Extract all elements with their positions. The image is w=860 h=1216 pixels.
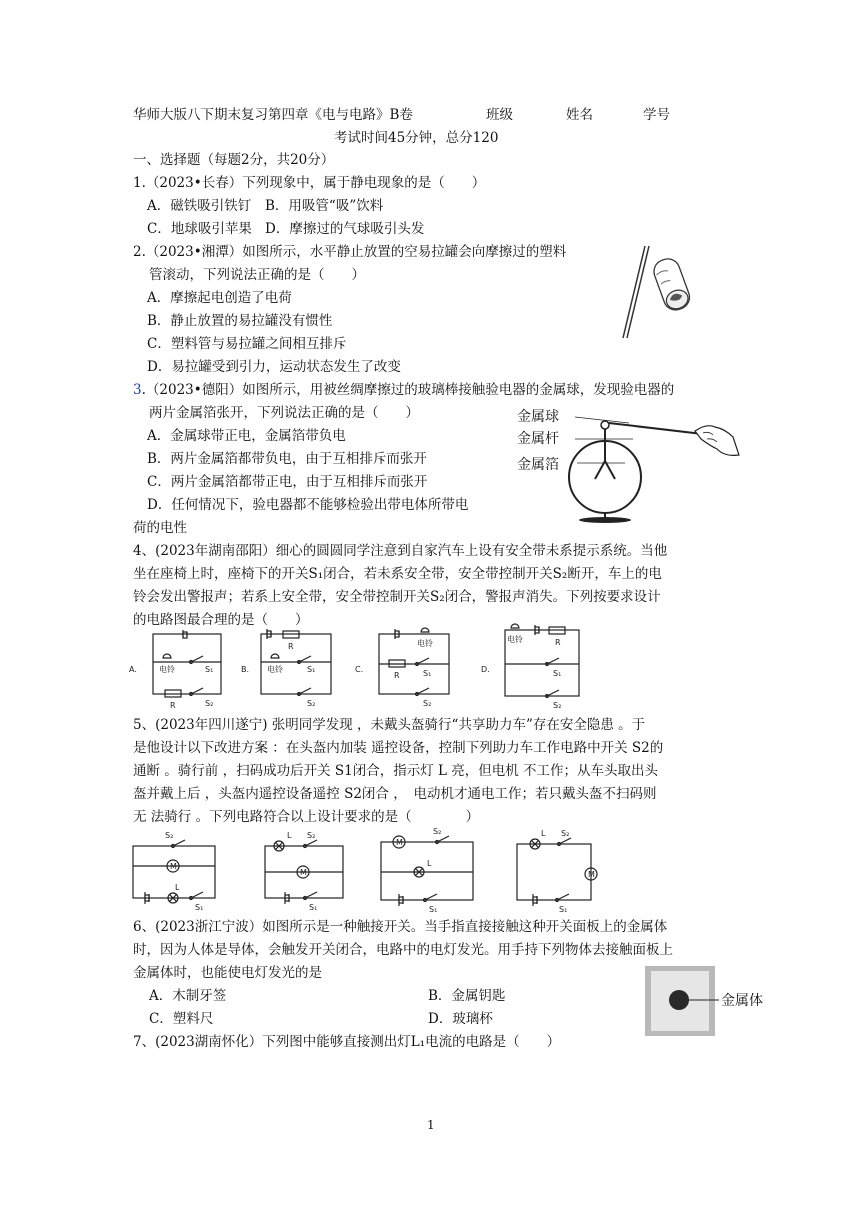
svg-text:S₂: S₂ bbox=[561, 829, 570, 838]
option-label-b: B. bbox=[241, 665, 250, 674]
label-metal-ball: 金属球 bbox=[517, 409, 559, 425]
q6-stem-line1: 6、(2023浙江宁波）如图所示是一种触接开关。当手指直接接触这种开关面板上的金属体 bbox=[133, 919, 668, 935]
svg-text:S₂: S₂ bbox=[307, 699, 316, 708]
q4-stem-line4: 的电路图最合理的是（ ） bbox=[133, 612, 309, 628]
svg-text:M: M bbox=[170, 862, 177, 871]
q3-option-d-line1: D．任何情况下，验电器都不能够检验出带电体所带电 bbox=[147, 497, 469, 513]
exam-title: 华师大版八下期末复习第四章《电与电路》B卷 bbox=[133, 107, 413, 123]
q4-stem-line2: 坐在座椅上时，座椅下的开关S₁闭合，若未系安全带，安全带控制开关S₂断开，车上的电 bbox=[133, 566, 662, 582]
svg-text:S₂: S₂ bbox=[307, 831, 316, 840]
q5-circuit-1 bbox=[133, 831, 215, 912]
svg-text:L: L bbox=[175, 883, 180, 892]
q2-option-b: B．静止放置的易拉罐没有惯性 bbox=[147, 313, 333, 329]
name-label: 姓名 bbox=[566, 107, 593, 123]
svg-text:L: L bbox=[287, 831, 292, 840]
q6-touch-switch-figure bbox=[643, 966, 773, 1046]
q4-circuit-b bbox=[241, 629, 331, 708]
q5-stem-line2: 是他设计以下改进方案 ：在头盔内加装 遥控设备，控制下列助力车工作电路中开关 S2的 bbox=[133, 740, 664, 756]
q3-stem-text: .（2023•德阳）如图所示，用被丝绸摩擦过的玻璃棒接触验电器的金属球，发现验电器的 bbox=[141, 382, 675, 398]
svg-text:S₁: S₁ bbox=[559, 905, 568, 912]
label-metal-foil: 金属箔 bbox=[517, 457, 559, 473]
svg-text:电铃: 电铃 bbox=[159, 665, 175, 674]
q4-circuit-options bbox=[125, 622, 595, 714]
svg-text:S₂: S₂ bbox=[553, 701, 562, 710]
q3-option-a: A．金属球带正电，金属箔带负电 bbox=[147, 428, 346, 444]
label-metal-body: 金属体 bbox=[721, 993, 763, 1009]
svg-text:S₂: S₂ bbox=[423, 699, 432, 708]
q2-option-d: D．易拉罐受到引力，运动状态发生了改变 bbox=[147, 359, 401, 375]
q1-stem: 1.（2023•长春）下列现象中，属于静电现象的是（ ） bbox=[133, 175, 486, 191]
svg-text:S₁: S₁ bbox=[307, 665, 316, 674]
svg-text:L: L bbox=[427, 859, 432, 868]
can-icon bbox=[651, 256, 693, 314]
label-metal-rod: 金属杆 bbox=[517, 431, 559, 447]
q1-option-d: D．摩擦过的气球吸引头发 bbox=[265, 221, 425, 237]
bell-icon bbox=[163, 654, 171, 658]
q4-circuit-d bbox=[481, 624, 579, 710]
option-label-c: C. bbox=[355, 665, 364, 674]
q5-circuit-4 bbox=[517, 829, 597, 912]
metal-contact-icon bbox=[669, 990, 689, 1010]
svg-text:电铃: 电铃 bbox=[267, 665, 283, 674]
q3-stem-line1 bbox=[133, 381, 674, 399]
q6-option-d: D．玻璃杯 bbox=[428, 1011, 493, 1027]
q5-stem-line5: 无 法骑行 。下列电路符合以上设计要求的是（ ） bbox=[133, 809, 480, 825]
svg-text:R: R bbox=[394, 671, 400, 680]
q5-stem-line3: 通断 。骑行前 ，扫码成功后开关 S1闭合，指示灯 L 亮，但电机 不工作；从车头取出头 bbox=[133, 763, 659, 779]
svg-text:R: R bbox=[170, 701, 176, 710]
svg-text:S₁: S₁ bbox=[205, 665, 214, 674]
q4-circuit-c bbox=[355, 628, 449, 708]
svg-text:R: R bbox=[288, 642, 294, 651]
q6-option-c: C．塑料尺 bbox=[149, 1011, 214, 1027]
q7-stem: 7、(2023湖南怀化）下列图中能够直接测出灯L₁电流的电路是（ ） bbox=[133, 1034, 561, 1050]
q2-straw-can-figure bbox=[615, 240, 705, 340]
q3-option-c: C．两片金属箔都带正电，由于互相排斥而张开 bbox=[147, 474, 428, 490]
svg-text:S₁: S₁ bbox=[429, 905, 438, 912]
q1-option-a: A．磁铁吸引铁钉 bbox=[147, 198, 252, 214]
svg-text:M: M bbox=[588, 870, 595, 879]
q6-stem-line3: 金属体时，也能使电灯发光的是 bbox=[133, 965, 322, 981]
q6-option-a: A．木制牙签 bbox=[149, 988, 227, 1004]
q2-option-a: A．摩擦起电创造了电荷 bbox=[147, 290, 292, 306]
exam-subtitle: 考试时间45分钟，总分120 bbox=[334, 130, 499, 146]
q3-electroscope-figure bbox=[515, 405, 740, 523]
q2-stem-line1: 2.（2023•湘潭）如图所示，水平静止放置的空易拉罐会向摩擦过的塑料 bbox=[133, 244, 567, 260]
svg-text:M: M bbox=[396, 838, 403, 847]
svg-text:S₁: S₁ bbox=[553, 669, 562, 678]
q1-option-b: B．用吸管“吸”饮料 bbox=[265, 198, 384, 214]
q4-stem-line3: 铃会发出警报声；若系上安全带，安全带控制开关S₂闭合，警报声消失。下列按要求设计 bbox=[133, 589, 661, 605]
q2-stem-line2: 管滚动，下列说法正确的是（ ） bbox=[149, 267, 365, 283]
q6-option-b: B．金属钥匙 bbox=[428, 988, 506, 1004]
option-label-d: D. bbox=[481, 665, 490, 674]
q5-stem-line1: 5、(2023年四川遂宁) 张明同学发现 ，未戴头盔骑行“共享助力车”存在安全隐患 。于 bbox=[133, 717, 646, 733]
student-number-label: 学号 bbox=[643, 107, 670, 123]
svg-text:S₂: S₂ bbox=[205, 699, 214, 708]
q1-option-c: C．地球吸引苹果 bbox=[147, 221, 252, 237]
q3-stem-line2: 两片金属箔张开，下列说法正确的是（ ） bbox=[149, 405, 419, 421]
q5-circuit-3 bbox=[381, 827, 473, 912]
q4-circuit-a bbox=[129, 630, 221, 710]
q2-option-c: C．塑料管与易拉罐之间相互排斥 bbox=[147, 336, 347, 352]
q4-stem-line1: 4、(2023年湖南邵阳）细心的圆圆同学注意到自家汽车上设有安全带未系提示系统。当他 bbox=[133, 543, 668, 559]
svg-text:M: M bbox=[300, 868, 307, 877]
metal-ball-icon bbox=[601, 421, 609, 429]
page-number: 1 bbox=[427, 1118, 435, 1132]
svg-text:S₂: S₂ bbox=[433, 827, 442, 836]
q6-stem-line2: 时，因为人体是导体，会触发开关闭合，电路中的电灯发光。用手持下列物体去接触面板上 bbox=[133, 942, 673, 958]
class-label: 班级 bbox=[486, 107, 513, 123]
section-heading: 一、选择题（每题2分，共20分） bbox=[133, 152, 335, 168]
svg-text:S₁: S₁ bbox=[195, 903, 204, 912]
q5-stem-line4: 盔并戴上后 ，头盔内遥控设备遥控 S2闭合 ， 电动机才通电工作；若只戴头盔不扫码则 bbox=[133, 786, 657, 802]
glass-rod bbox=[609, 423, 711, 435]
svg-text:L: L bbox=[541, 829, 546, 838]
q3-option-d-line2: 荷的电性 bbox=[133, 520, 187, 536]
metal-foil-icon bbox=[595, 461, 615, 479]
svg-text:S₁: S₁ bbox=[309, 903, 318, 912]
svg-text:S₂: S₂ bbox=[165, 831, 174, 840]
svg-text:电铃: 电铃 bbox=[417, 639, 433, 648]
q3-number: 3 bbox=[133, 382, 142, 398]
hand-icon bbox=[695, 426, 739, 456]
svg-text:R: R bbox=[555, 638, 561, 647]
straw-line-b bbox=[627, 246, 649, 338]
option-label-a: A. bbox=[129, 665, 137, 674]
svg-text:S₁: S₁ bbox=[423, 669, 432, 678]
svg-text:电铃: 电铃 bbox=[507, 635, 523, 644]
q5-circuit-options bbox=[125, 826, 605, 912]
straw-line-a bbox=[623, 246, 645, 338]
q5-circuit-2 bbox=[265, 831, 343, 912]
q3-option-b: B．两片金属箔都带负电，由于互相排斥而张开 bbox=[147, 451, 427, 467]
